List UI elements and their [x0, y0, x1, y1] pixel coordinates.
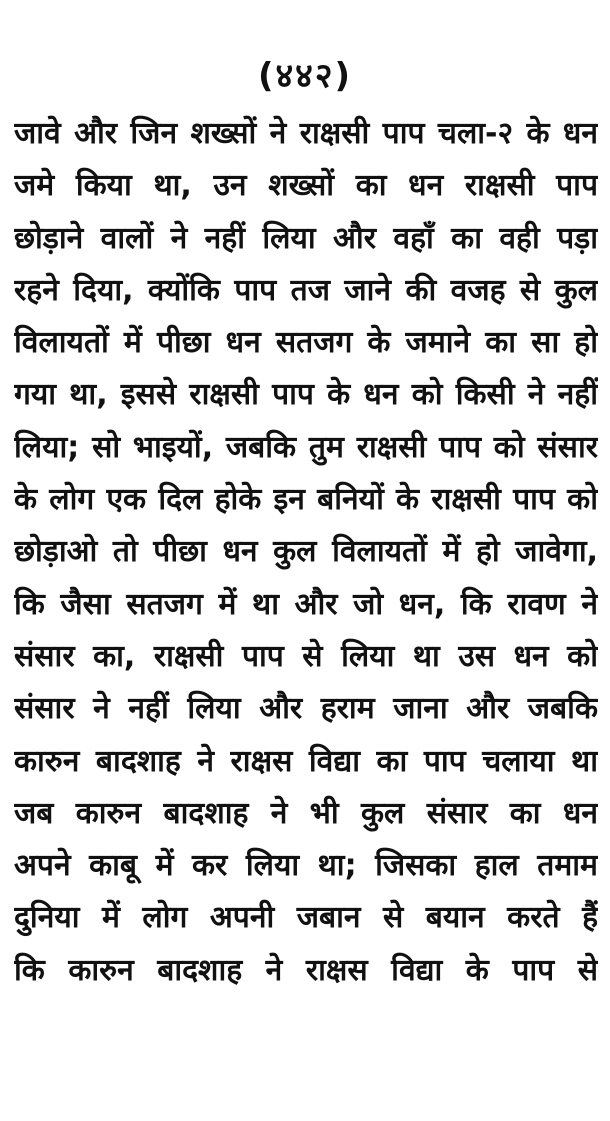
- text-line: जब कारुन बादशाह ने भी कुल संसार का धन: [14, 795, 598, 831]
- text-line: दुनिया में लोग अपनी जबान से बयान करते हैं: [14, 900, 598, 936]
- body-text: [14, 108, 598, 997]
- text-line: अपने काबू में कर लिया था; जिसका हाल तमाम: [14, 848, 598, 884]
- text-line: संसार ने नहीं लिया और हराम जाना और जबकि: [14, 691, 598, 727]
- page-number: (४४२): [257, 56, 353, 96]
- text-line: कारुन बादशाह ने राक्षस विद्या का पाप चलाया था: [14, 743, 598, 779]
- text-line: विलायतों में पीछा धन सतजग के जमाने का सा हो: [14, 325, 598, 361]
- text-line: रहने दिया, क्योंकि पाप तज जाने की वजह से कुल: [14, 272, 598, 308]
- text-line: के लोग एक दिल होके इन बनियों के राक्षसी पाप को: [14, 482, 598, 518]
- text-line: जावे और जिन शख्सों ने राक्षसी पाप चला-२ के धन: [14, 116, 598, 151]
- text-line: छोड़ाओ तो पीछा धन कुल विलायतों में हो जावेगा,: [14, 534, 598, 570]
- text-line: लिया; सो भाइयों, जबकि तुम राक्षसी पाप को संसार: [14, 429, 598, 465]
- text-line: छोड़ाने वालों ने नहीं लिया और वहाँ का वही पड़ा: [14, 220, 598, 256]
- text-line: जमे किया था, उन शख्सों का धन राक्षसी पाप: [14, 168, 598, 204]
- text-line: गया था, इससे राक्षसी पाप के धन को किसी ने नहीं: [14, 377, 598, 413]
- text-line: कि कारुन बादशाह ने राक्षस विद्या के पाप से: [14, 952, 598, 988]
- text-line: कि जैसा सतजग में था और जो धन, कि रावण ने: [14, 586, 598, 622]
- text-line: संसार का, राक्षसी पाप से लिया था उस धन को: [14, 638, 598, 674]
